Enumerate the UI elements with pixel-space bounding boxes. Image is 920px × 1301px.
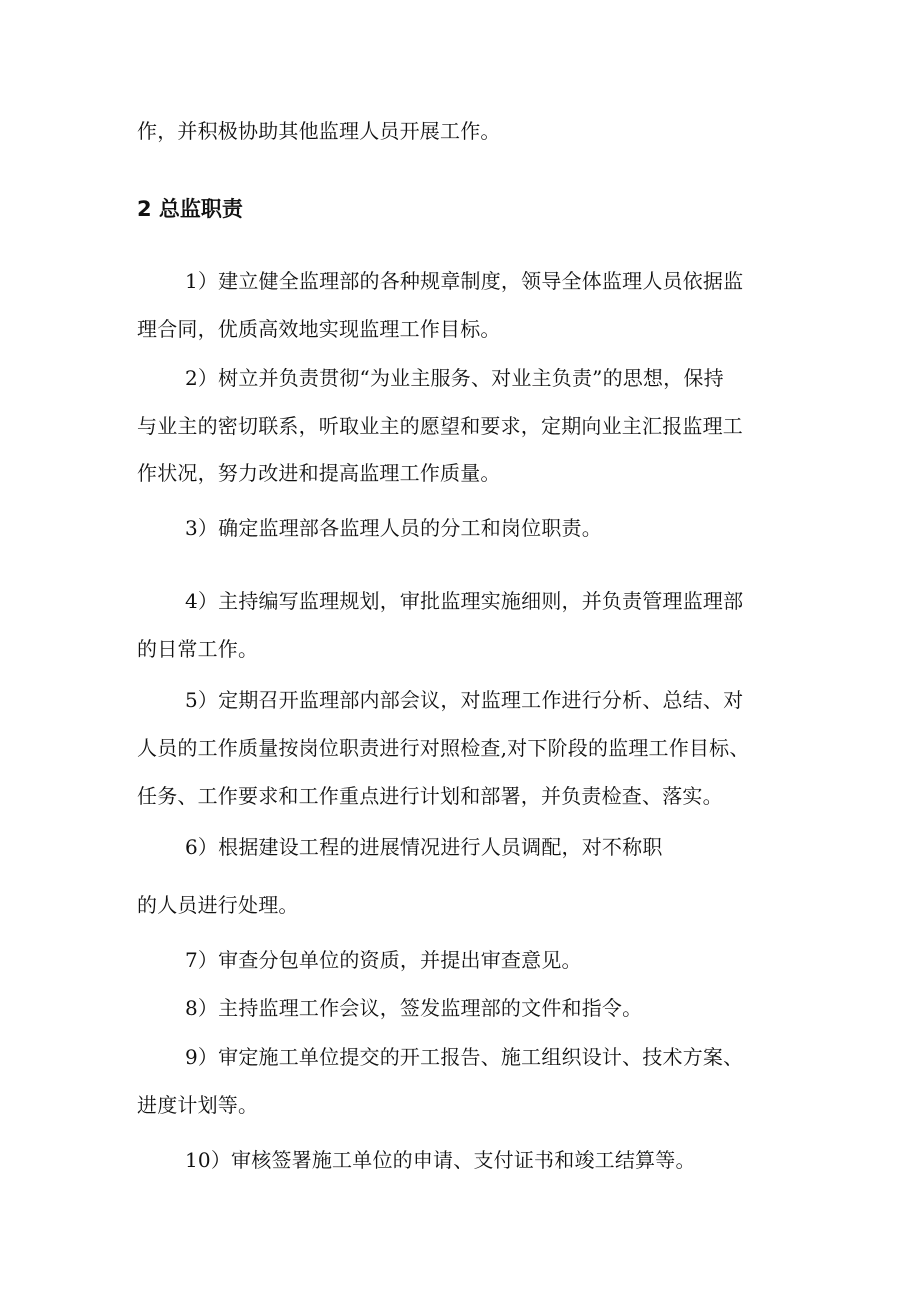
item-4-line-2: 的日常工作。 [137,637,259,661]
item-2-line-1: 2）树立并负责贯彻“为业主服务、对业主负责”的思想，保持 [185,366,724,390]
item-1-line-2: 理合同，优质高效地实现监理工作目标。 [137,317,501,341]
item-2-line-3: 作状况，努力改进和提高监理工作质量。 [137,461,501,485]
item-8-line-1: 8）主持监理工作会议，签发监理部的文件和指令。 [185,996,643,1020]
item-1-line-1: 1）建立健全监理部的各种规章制度，领导全体监理人员依据监 [185,269,744,293]
item-5-line-2: 人员的工作质量按岗位职责进行对照检查,对下阶段的监理工作目标、 [137,736,750,760]
item-9-line-1: 9）审定施工单位提交的开工报告、施工组织设计、技术方案、 [185,1045,744,1069]
item-6-line-1: 6）根据建设工程的进展情况进行人员调配，对不称职 [185,835,663,859]
item-2-line-2: 与业主的密切联系，听取业主的愿望和要求，定期向业主汇报监理工 [137,414,743,438]
item-4-line-1: 4）主持编写监理规划，审批监理实施细则，并负责管理监理部 [185,589,744,613]
item-5-line-1: 5）定期召开监理部内部会议，对监理工作进行分析、总结、对 [185,688,744,712]
item-3-line-1: 3）确定监理部各监理人员的分工和岗位职责。 [185,516,602,540]
item-9-line-2: 进度计划等。 [137,1093,259,1117]
section-heading: 2 总监职责 [137,197,243,221]
item-7-line-1: 7）审查分包单位的资质，并提出审查意见。 [185,948,582,972]
item-10-line-1: 10）审核签署施工单位的申请、支付证书和竣工结算等。 [185,1148,696,1172]
item-6-line-2: 的人员进行处理。 [137,893,299,917]
item-5-line-3: 任务、工作要求和工作重点进行计划和部署，并负责检查、落实。 [137,784,723,808]
intro-line: 作，并积极协助其他监理人员开展工作。 [137,119,501,143]
